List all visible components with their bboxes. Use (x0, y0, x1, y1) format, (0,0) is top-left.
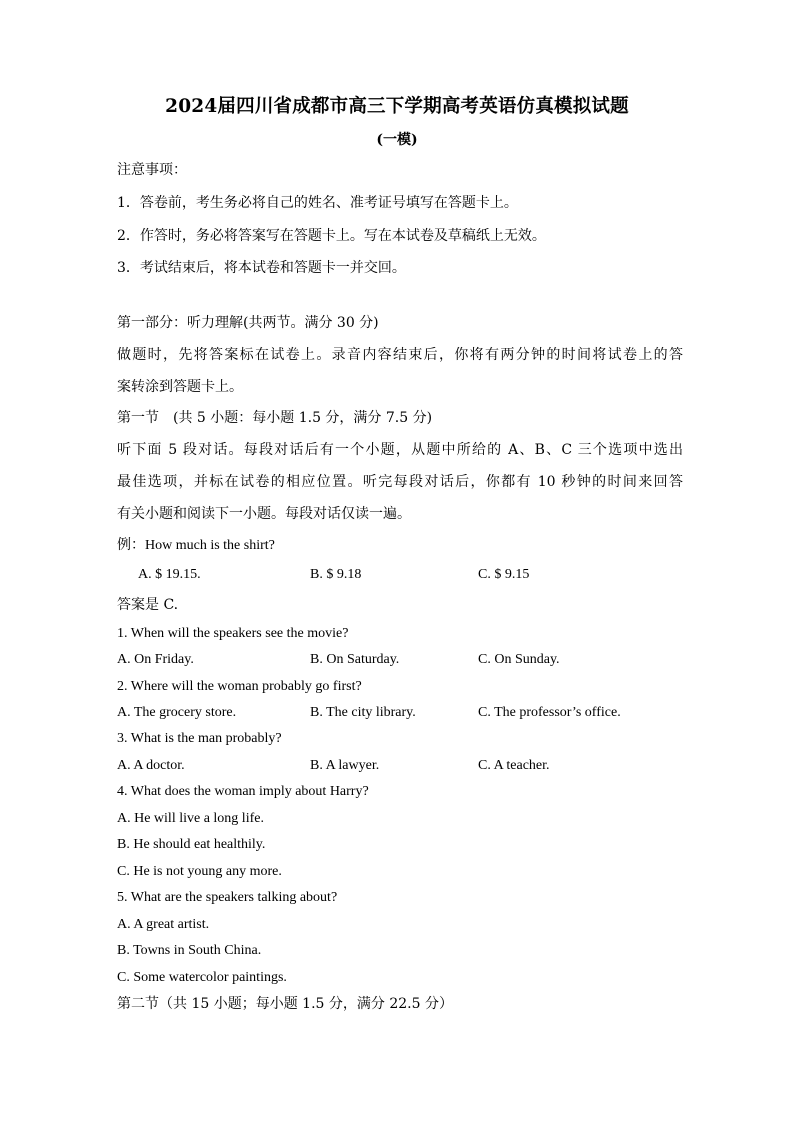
part1-heading: 第一部分：听力理解(共两节。满分 30 分) (117, 315, 379, 331)
example-option-c: C. $ 9.15 (478, 567, 530, 582)
exam-subtitle: (一模) (376, 132, 418, 148)
question-2: 2. Where will the woman probably go first? (117, 679, 362, 694)
notice-item: 3．考试结束后，将本试卷和答题卡一并交回。 (117, 260, 406, 276)
question-4-option-b: B. He should eat healthily. (117, 837, 266, 852)
question-1-option-b: B. On Saturday. (310, 652, 400, 667)
question-2-option-c: C. The professor’s office. (478, 705, 621, 720)
question-2-option-b: B. The city library. (310, 705, 416, 720)
question-1-option-a: A. On Friday. (117, 652, 194, 667)
question-3-option-c: C. A teacher. (478, 758, 550, 773)
section1-instruction-line: 听下面 5 段对话。每段对话后有一个小题，从题中所给的 A、B、C 三个选项中选出 (117, 442, 683, 458)
example-option-b: B. $ 9.18 (310, 567, 362, 582)
exam-title: 2024届四川省成都市高三下学期高考英语仿真模拟试题 (165, 96, 629, 117)
section1-instruction-line: 有关小题和阅读下一小题。每段对话仅读一遍。 (117, 506, 411, 522)
section1-instruction-line: 最佳选项，并标在试卷的相应位置。听完每段对话后，你都有 10 秒钟的时间来回答 (117, 474, 683, 490)
example-answer: 答案是 C. (117, 597, 179, 613)
question-5-option-c: C. Some watercolor paintings. (117, 970, 287, 985)
example-option-a: A. $ 19.15. (138, 567, 201, 582)
section2-heading: 第二节（共 15 小题；每小题 1.5 分，满分 22.5 分） (117, 996, 453, 1012)
question-4-option-c: C. He is not young any more. (117, 864, 282, 879)
notice-item: 1．答卷前，考生务必将自己的姓名、准考证号填写在答题卡上。 (117, 195, 518, 211)
question-1: 1. When will the speakers see the movie? (117, 626, 349, 641)
question-4: 4. What does the woman imply about Harry? (117, 784, 369, 799)
notice-item: 2．作答时，务必将答案写在答题卡上。写在本试卷及草稿纸上无效。 (117, 228, 546, 244)
question-3-option-b: B. A lawyer. (310, 758, 380, 773)
part1-intro-line: 做题时，先将答案标在试卷上。录音内容结束后，你将有两分钟的时间将试卷上的答 (117, 347, 683, 363)
example-question (117, 536, 683, 555)
question-5-option-a: A. A great artist. (117, 917, 210, 932)
question-3: 3. What is the man probably? (117, 731, 282, 746)
notice-heading: 注意事项： (117, 162, 187, 178)
example-label: 例： (117, 537, 145, 553)
question-1-option-c: C. On Sunday. (478, 652, 560, 667)
example-question-text: How much is the shirt? (145, 538, 275, 553)
question-5-option-b: B. Towns in South China. (117, 943, 262, 958)
question-4-option-a: A. He will live a long life. (117, 811, 264, 826)
question-5: 5. What are the speakers talking about? (117, 890, 338, 905)
question-2-option-a: A. The grocery store. (117, 705, 237, 720)
question-3-option-a: A. A doctor. (117, 758, 185, 773)
section1-heading: 第一节 (共 5 小题：每小题 1.5 分，满分 7.5 分) (117, 410, 433, 426)
part1-intro-line: 案转涂到答题卡上。 (117, 379, 243, 395)
